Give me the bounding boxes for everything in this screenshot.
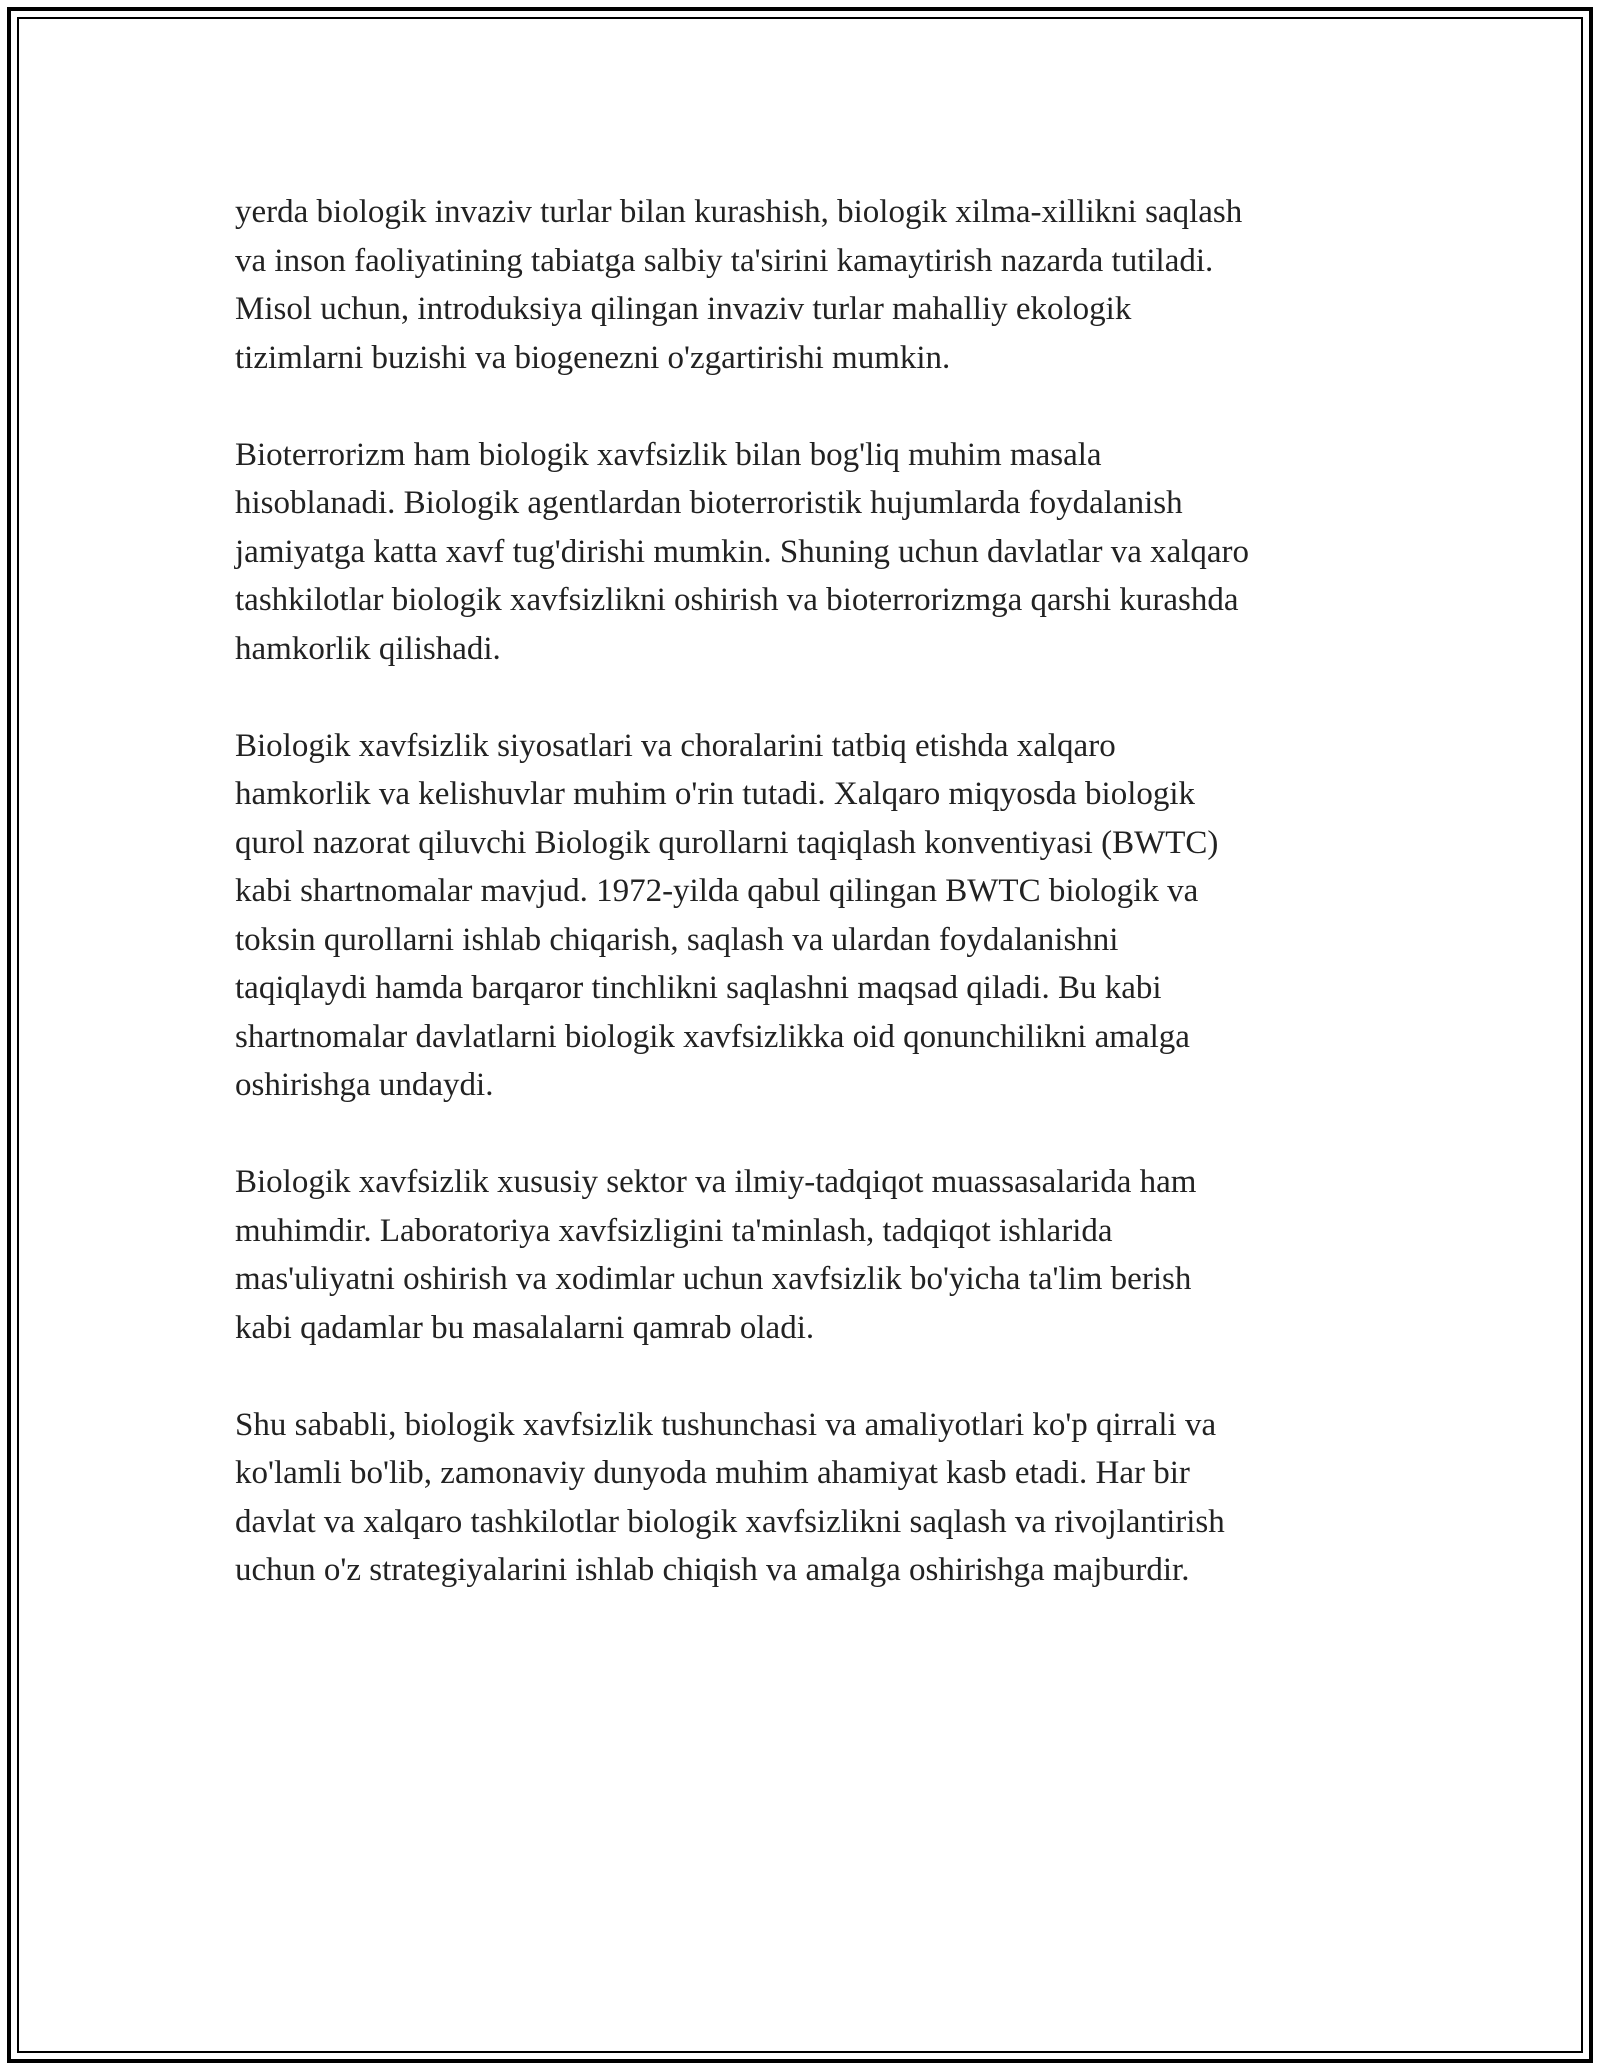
paragraph: Biologik xavfsizlik xususiy sektor va ilmiy-tadqiqot muassasalarida ham muhimdir. Laboratoriya xavfsizligini ta'minlash, tadqiqot ishlarida mas'uliyatni oshirish va xodimlar uchun xavfsizlik bo'yicha ta'lim berish kabi qadamlar bu masalalarni qamrab oladi. [235,1164,1197,1346]
paragraph: Biologik xavfsizlik siyosatlari va choralarini tatbiq etishda xalqaro hamkorlik va kelishuvlar muhim o'rin tutadi. Xalqaro miqyosda biologik qurol nazorat qiluvchi Biologik qurollarni taqiqlash konventiyasi (BWTC) kabi shartnomalar mavjud. 1972-yilda qabul qilingan BWTC biologik va toksin qurollarni ishlab chiqarish, saqlash va ulardan foydalanishni taqiqlaydi hamda barqaror tinchlikni saqlashni maqsad qiladi. Bu kabi shartnomalar davlatlarni biologik xavfsizlikka oid qonunchilikni amalga oshirishga undaydi. [235,727,1219,1103]
paragraph: yerda biologik invaziv turlar bilan kurashish, biologik xilma-xillikni saqlash va inson faoliyatining tabiatga salbiy ta'sirini kamaytirish nazarda tutiladi. Misol uchun, introduksiya qilingan invaziv turlar mahalliy ekologik tizimlarni buzishi va biogenezni o'zgartirishi mumkin. [235,194,1243,376]
paragraph: Shu sababli, biologik xavfsizlik tushunchasi va amaliyotlari ko'p qirrali va ko'lamli bo'lib, zamonaviy dunyoda muhim ahamiyat kasb etadi. Har bir davlat va xalqaro tashkilotlar biologik xavfsizlikni saqlash va rivojlantirish uchun o'z strategiyalarini ishlab chiqish va amalga oshirishga majburdir. [235,1406,1225,1588]
document-body [235,188,1405,1643]
paragraph: Bioterrorizm ham biologik xavfsizlik bilan bog'liq muhim masala hisoblanadi. Biologik agentlardan bioterroristik hujumlarda foydalanish jamiyatga katta xavf tug'dirishi mumkin. Shuning uchun davlatlar va xalqaro tashkilotlar biologik xavfsizlikni oshirish va bioterrorizmga qarshi kurashda hamkorlik qilishadi. [235,436,1250,667]
